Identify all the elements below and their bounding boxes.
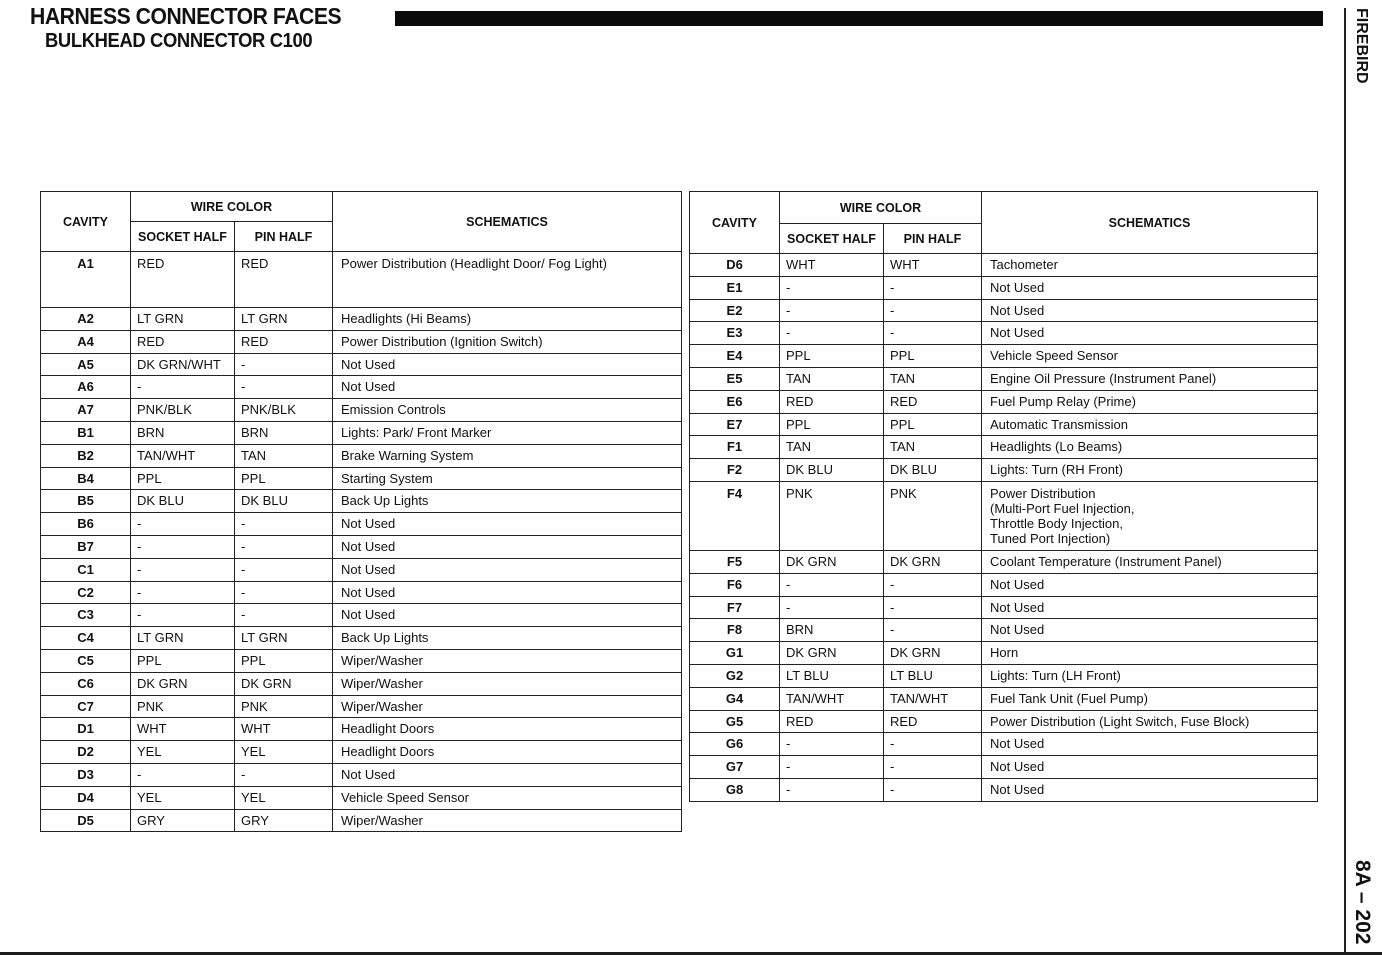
pin-half-cell: LT BLU bbox=[884, 664, 982, 687]
schematic-cell: Not Used bbox=[982, 778, 1318, 801]
cavity-cell: G4 bbox=[690, 687, 780, 710]
page-subtitle: BULKHEAD CONNECTOR C100 bbox=[45, 30, 313, 52]
header-schematics: SCHEMATICS bbox=[333, 192, 682, 252]
schematic-cell: Not Used bbox=[333, 513, 682, 536]
schematic-cell: Lights: Turn (LH Front) bbox=[982, 664, 1318, 687]
pin-half-cell: - bbox=[235, 513, 333, 536]
cavity-cell: D5 bbox=[41, 809, 131, 832]
cavity-cell: A4 bbox=[41, 330, 131, 353]
schematic-cell: Not Used bbox=[333, 535, 682, 558]
pin-half-cell: DK BLU bbox=[235, 490, 333, 513]
schematic-cell: Wiper/Washer bbox=[333, 695, 682, 718]
schematic-cell: Headlight Doors bbox=[333, 741, 682, 764]
socket-half-cell: YEL bbox=[131, 741, 235, 764]
pin-half-cell: DK GRN bbox=[884, 550, 982, 573]
pin-half-cell: - bbox=[235, 581, 333, 604]
table-row bbox=[41, 672, 682, 695]
table-body-right bbox=[690, 254, 1318, 802]
cavity-cell: B7 bbox=[41, 535, 131, 558]
socket-half-cell: DK GRN bbox=[131, 672, 235, 695]
table-row bbox=[41, 444, 682, 467]
schematic-cell: Wiper/Washer bbox=[333, 672, 682, 695]
schematic-cell: Headlights (Lo Beams) bbox=[982, 436, 1318, 459]
socket-half-cell: DK BLU bbox=[131, 490, 235, 513]
schematic-cell: Coolant Temperature (Instrument Panel) bbox=[982, 550, 1318, 573]
connector-table-right bbox=[689, 191, 1318, 802]
cavity-cell: E4 bbox=[690, 345, 780, 368]
schematic-cell: Not Used bbox=[333, 353, 682, 376]
cavity-cell: B2 bbox=[41, 444, 131, 467]
schematic-cell: Not Used bbox=[333, 581, 682, 604]
cavity-cell: F7 bbox=[690, 596, 780, 619]
pin-half-cell: PPL bbox=[884, 413, 982, 436]
pin-half-cell: LT GRN bbox=[235, 308, 333, 331]
schematic-cell: Emission Controls bbox=[333, 399, 682, 422]
cavity-cell: G2 bbox=[690, 664, 780, 687]
pin-half-cell: DK GRN bbox=[235, 672, 333, 695]
header-socket-half: SOCKET HALF bbox=[131, 222, 235, 252]
socket-half-cell: RED bbox=[780, 390, 884, 413]
socket-half-cell: DK GRN bbox=[780, 642, 884, 665]
socket-half-cell: DK GRN bbox=[780, 550, 884, 573]
cavity-cell: G6 bbox=[690, 733, 780, 756]
pin-half-cell: RED bbox=[235, 252, 333, 308]
socket-half-cell: TAN/WHT bbox=[780, 687, 884, 710]
pin-half-cell: - bbox=[884, 322, 982, 345]
cavity-cell: F4 bbox=[690, 481, 780, 550]
pin-half-cell: RED bbox=[884, 710, 982, 733]
cavity-cell: B5 bbox=[41, 490, 131, 513]
table-row bbox=[690, 573, 1318, 596]
pin-half-cell: WHT bbox=[884, 254, 982, 277]
cavity-cell: A2 bbox=[41, 308, 131, 331]
schematic-cell: Power Distribution (Headlight Door/ Fog Light) bbox=[333, 252, 682, 308]
pin-half-cell: TAN bbox=[884, 367, 982, 390]
cavity-cell: E1 bbox=[690, 276, 780, 299]
pin-half-cell: GRY bbox=[235, 809, 333, 832]
table-row bbox=[690, 687, 1318, 710]
schematic-cell: Not Used bbox=[333, 604, 682, 627]
pin-half-cell: LT GRN bbox=[235, 627, 333, 650]
pin-half-cell: PPL bbox=[235, 467, 333, 490]
pin-half-cell: - bbox=[235, 763, 333, 786]
cavity-cell: G8 bbox=[690, 778, 780, 801]
cavity-cell: F6 bbox=[690, 573, 780, 596]
socket-half-cell: - bbox=[131, 581, 235, 604]
cavity-cell: G5 bbox=[690, 710, 780, 733]
table-row bbox=[41, 399, 682, 422]
table-row bbox=[41, 695, 682, 718]
schematic-cell: Power Distribution (Light Switch, Fuse Block) bbox=[982, 710, 1318, 733]
table-row bbox=[41, 558, 682, 581]
side-label: FIREBIRD bbox=[1353, 8, 1370, 84]
cavity-cell: A7 bbox=[41, 399, 131, 422]
table-row bbox=[41, 786, 682, 809]
pin-half-cell: - bbox=[884, 299, 982, 322]
socket-half-cell: BRN bbox=[131, 421, 235, 444]
table-row bbox=[41, 308, 682, 331]
schematic-cell: Headlights (Hi Beams) bbox=[333, 308, 682, 331]
cavity-cell: E5 bbox=[690, 367, 780, 390]
schematic-cell: Not Used bbox=[333, 376, 682, 399]
header-wire-color: WIRE COLOR bbox=[131, 192, 333, 222]
pin-half-cell: PNK bbox=[884, 481, 982, 550]
pin-half-cell: - bbox=[235, 604, 333, 627]
table-body-left bbox=[41, 252, 682, 832]
socket-half-cell: - bbox=[131, 763, 235, 786]
socket-half-cell: GRY bbox=[131, 809, 235, 832]
cavity-cell: F2 bbox=[690, 459, 780, 482]
table-row bbox=[690, 459, 1318, 482]
pin-half-cell: BRN bbox=[235, 421, 333, 444]
cavity-cell: E6 bbox=[690, 390, 780, 413]
table-row bbox=[690, 710, 1318, 733]
cavity-cell: A5 bbox=[41, 353, 131, 376]
socket-half-cell: TAN bbox=[780, 367, 884, 390]
cavity-cell: A1 bbox=[41, 252, 131, 308]
socket-half-cell: RED bbox=[131, 252, 235, 308]
table-row bbox=[41, 353, 682, 376]
cavity-cell: C7 bbox=[41, 695, 131, 718]
table-row bbox=[690, 345, 1318, 368]
schematic-cell: Lights: Turn (RH Front) bbox=[982, 459, 1318, 482]
cavity-cell: E2 bbox=[690, 299, 780, 322]
header-pin-half: PIN HALF bbox=[884, 224, 982, 254]
schematic-cell: Fuel Pump Relay (Prime) bbox=[982, 390, 1318, 413]
schematic-cell: Tachometer bbox=[982, 254, 1318, 277]
schematic-cell: Back Up Lights bbox=[333, 490, 682, 513]
table-row bbox=[690, 367, 1318, 390]
pin-half-cell: PNK bbox=[235, 695, 333, 718]
pin-half-cell: - bbox=[884, 733, 982, 756]
socket-half-cell: TAN bbox=[780, 436, 884, 459]
pin-half-cell: TAN bbox=[884, 436, 982, 459]
cavity-cell: F1 bbox=[690, 436, 780, 459]
table-row bbox=[690, 390, 1318, 413]
schematic-cell: Horn bbox=[982, 642, 1318, 665]
table-row bbox=[690, 778, 1318, 801]
table-row bbox=[41, 649, 682, 672]
table-row bbox=[690, 254, 1318, 277]
table-row bbox=[690, 322, 1318, 345]
pin-half-cell: RED bbox=[235, 330, 333, 353]
table-row bbox=[41, 741, 682, 764]
schematic-cell: Headlight Doors bbox=[333, 718, 682, 741]
cavity-cell: D4 bbox=[41, 786, 131, 809]
socket-half-cell: DK BLU bbox=[780, 459, 884, 482]
socket-half-cell: PNK bbox=[131, 695, 235, 718]
table-row bbox=[690, 664, 1318, 687]
socket-half-cell: - bbox=[780, 299, 884, 322]
table-row bbox=[41, 718, 682, 741]
table-row bbox=[690, 642, 1318, 665]
pin-half-cell: - bbox=[235, 376, 333, 399]
schematic-cell: Not Used bbox=[982, 573, 1318, 596]
socket-half-cell: - bbox=[780, 276, 884, 299]
pin-half-cell: RED bbox=[884, 390, 982, 413]
pin-half-cell: - bbox=[884, 619, 982, 642]
cavity-cell: C6 bbox=[41, 672, 131, 695]
header-wire-color: WIRE COLOR bbox=[780, 192, 982, 224]
header-cavity: CAVITY bbox=[690, 192, 780, 254]
table-row bbox=[690, 276, 1318, 299]
socket-half-cell: LT BLU bbox=[780, 664, 884, 687]
table-row bbox=[690, 733, 1318, 756]
cavity-cell: C1 bbox=[41, 558, 131, 581]
table-row bbox=[41, 376, 682, 399]
cavity-cell: C4 bbox=[41, 627, 131, 650]
schematic-cell: Not Used bbox=[982, 619, 1318, 642]
schematic-cell: Not Used bbox=[982, 299, 1318, 322]
table-row bbox=[41, 535, 682, 558]
socket-half-cell: PPL bbox=[131, 467, 235, 490]
socket-half-cell: WHT bbox=[780, 254, 884, 277]
cavity-cell: A6 bbox=[41, 376, 131, 399]
table-row bbox=[41, 330, 682, 353]
schematic-cell: Starting System bbox=[333, 467, 682, 490]
schematic-cell: Wiper/Washer bbox=[333, 809, 682, 832]
pin-half-cell: - bbox=[884, 596, 982, 619]
pin-half-cell: DK BLU bbox=[884, 459, 982, 482]
socket-half-cell: - bbox=[780, 322, 884, 345]
cavity-cell: D6 bbox=[690, 254, 780, 277]
socket-half-cell: - bbox=[131, 604, 235, 627]
table-row bbox=[690, 596, 1318, 619]
cavity-cell: F5 bbox=[690, 550, 780, 573]
table-row bbox=[41, 809, 682, 832]
socket-half-cell: DK GRN/WHT bbox=[131, 353, 235, 376]
pin-half-cell: - bbox=[235, 353, 333, 376]
socket-half-cell: - bbox=[780, 733, 884, 756]
cavity-cell: F8 bbox=[690, 619, 780, 642]
socket-half-cell: - bbox=[780, 596, 884, 619]
page-title: HARNESS CONNECTOR FACES bbox=[30, 3, 342, 29]
cavity-cell: B6 bbox=[41, 513, 131, 536]
socket-half-cell: PPL bbox=[780, 413, 884, 436]
socket-half-cell: - bbox=[131, 513, 235, 536]
cavity-cell: G7 bbox=[690, 756, 780, 779]
pin-half-cell: - bbox=[884, 276, 982, 299]
table-row bbox=[41, 421, 682, 444]
pin-half-cell: - bbox=[235, 558, 333, 581]
header-socket-half: SOCKET HALF bbox=[780, 224, 884, 254]
socket-half-cell: - bbox=[131, 376, 235, 399]
pin-half-cell: TAN bbox=[235, 444, 333, 467]
socket-half-cell: PNK/BLK bbox=[131, 399, 235, 422]
socket-half-cell: LT GRN bbox=[131, 627, 235, 650]
socket-half-cell: - bbox=[780, 573, 884, 596]
table-row bbox=[41, 490, 682, 513]
cavity-cell: E7 bbox=[690, 413, 780, 436]
schematic-cell: Vehicle Speed Sensor bbox=[982, 345, 1318, 368]
pin-half-cell: TAN/WHT bbox=[884, 687, 982, 710]
table-row bbox=[690, 413, 1318, 436]
cavity-cell: D2 bbox=[41, 741, 131, 764]
schematic-cell: Not Used bbox=[333, 763, 682, 786]
schematic-cell: Not Used bbox=[982, 733, 1318, 756]
pin-half-cell: WHT bbox=[235, 718, 333, 741]
cavity-cell: G1 bbox=[690, 642, 780, 665]
cavity-cell: D3 bbox=[41, 763, 131, 786]
pin-half-cell: - bbox=[235, 535, 333, 558]
table-row bbox=[690, 299, 1318, 322]
cavity-cell: B4 bbox=[41, 467, 131, 490]
table-row bbox=[41, 604, 682, 627]
table-row bbox=[690, 481, 1318, 550]
socket-half-cell: LT GRN bbox=[131, 308, 235, 331]
table-row bbox=[41, 252, 682, 308]
table-row bbox=[41, 581, 682, 604]
pin-half-cell: - bbox=[884, 778, 982, 801]
page-number: 8A – 202 bbox=[1351, 860, 1374, 945]
table-row bbox=[41, 467, 682, 490]
header-rule-bar bbox=[395, 11, 1323, 26]
table-row bbox=[690, 436, 1318, 459]
socket-half-cell: - bbox=[780, 778, 884, 801]
pin-half-cell: - bbox=[884, 756, 982, 779]
table-row bbox=[41, 513, 682, 536]
schematic-cell: Wiper/Washer bbox=[333, 649, 682, 672]
socket-half-cell: PPL bbox=[780, 345, 884, 368]
table-row bbox=[690, 756, 1318, 779]
schematic-cell: Lights: Park/ Front Marker bbox=[333, 421, 682, 444]
cavity-cell: C2 bbox=[41, 581, 131, 604]
cavity-cell: C5 bbox=[41, 649, 131, 672]
schematic-cell: Back Up Lights bbox=[333, 627, 682, 650]
margin-rule bbox=[1344, 8, 1346, 955]
cavity-cell: B1 bbox=[41, 421, 131, 444]
header-pin-half: PIN HALF bbox=[235, 222, 333, 252]
socket-half-cell: RED bbox=[780, 710, 884, 733]
pin-half-cell: - bbox=[884, 573, 982, 596]
table-row bbox=[41, 627, 682, 650]
cavity-cell: D1 bbox=[41, 718, 131, 741]
socket-half-cell: TAN/WHT bbox=[131, 444, 235, 467]
pin-half-cell: YEL bbox=[235, 786, 333, 809]
socket-half-cell: - bbox=[131, 535, 235, 558]
schematic-cell: Not Used bbox=[982, 322, 1318, 345]
connector-table-left bbox=[40, 191, 682, 832]
pin-half-cell: PPL bbox=[884, 345, 982, 368]
schematic-cell: Automatic Transmission bbox=[982, 413, 1318, 436]
pin-half-cell: YEL bbox=[235, 741, 333, 764]
schematic-cell: Not Used bbox=[982, 756, 1318, 779]
schematic-cell: Power Distribution (Multi-Port Fuel Injection, Throttle Body Injection, Tuned Port Injection) bbox=[982, 481, 1318, 550]
header-cavity: CAVITY bbox=[41, 192, 131, 252]
pin-half-cell: DK GRN bbox=[884, 642, 982, 665]
socket-half-cell: PNK bbox=[780, 481, 884, 550]
pin-half-cell: PPL bbox=[235, 649, 333, 672]
table-row bbox=[690, 550, 1318, 573]
socket-half-cell: - bbox=[131, 558, 235, 581]
header-schematics: SCHEMATICS bbox=[982, 192, 1318, 254]
socket-half-cell: BRN bbox=[780, 619, 884, 642]
schematic-cell: Engine Oil Pressure (Instrument Panel) bbox=[982, 367, 1318, 390]
schematic-cell: Power Distribution (Ignition Switch) bbox=[333, 330, 682, 353]
schematic-cell: Brake Warning System bbox=[333, 444, 682, 467]
socket-half-cell: PPL bbox=[131, 649, 235, 672]
schematic-cell: Not Used bbox=[982, 276, 1318, 299]
cavity-cell: E3 bbox=[690, 322, 780, 345]
table-row bbox=[41, 763, 682, 786]
socket-half-cell: RED bbox=[131, 330, 235, 353]
table-row bbox=[690, 619, 1318, 642]
socket-half-cell: YEL bbox=[131, 786, 235, 809]
schematic-cell: Not Used bbox=[333, 558, 682, 581]
pin-half-cell: PNK/BLK bbox=[235, 399, 333, 422]
schematic-cell: Not Used bbox=[982, 596, 1318, 619]
socket-half-cell: - bbox=[780, 756, 884, 779]
schematic-cell: Vehicle Speed Sensor bbox=[333, 786, 682, 809]
cavity-cell: C3 bbox=[41, 604, 131, 627]
schematic-cell: Fuel Tank Unit (Fuel Pump) bbox=[982, 687, 1318, 710]
socket-half-cell: WHT bbox=[131, 718, 235, 741]
